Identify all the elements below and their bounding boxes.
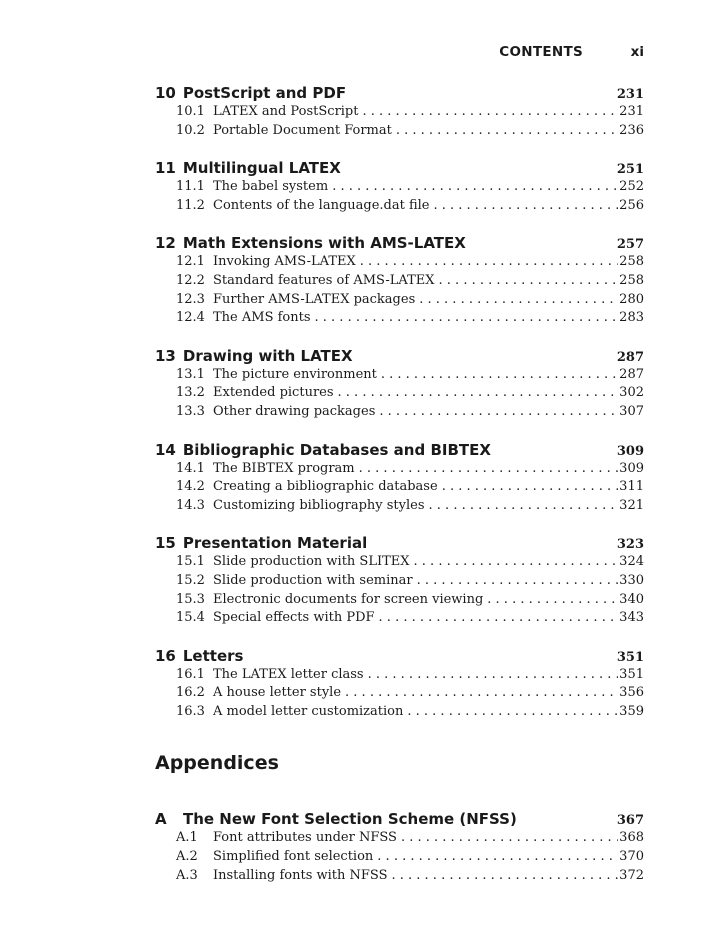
chapter-number: 14 bbox=[155, 440, 176, 459]
entry-page: 311 bbox=[619, 479, 644, 495]
entry-number: 14.1 bbox=[176, 460, 205, 476]
entry-label: Creating a bibliographic database bbox=[213, 479, 438, 495]
chapter-page: 231 bbox=[616, 87, 644, 102]
entry-number: A.2 bbox=[176, 849, 198, 865]
chapter-page: 287 bbox=[616, 349, 644, 365]
toc-entry[interactable] bbox=[176, 592, 644, 611]
chapter-title: Letters bbox=[182, 646, 244, 665]
running-head-page-number: xi bbox=[630, 44, 644, 60]
dot-leaders bbox=[439, 273, 618, 288]
dot-leaders bbox=[414, 554, 618, 569]
entry-page: 309 bbox=[619, 460, 644, 476]
entry-page: 324 bbox=[619, 554, 644, 570]
chapter-title: Drawing with LATEX bbox=[182, 346, 353, 365]
toc-entry[interactable] bbox=[176, 554, 644, 573]
entry-label: A model letter customization bbox=[213, 703, 404, 719]
entry-label: The BIBTEX program bbox=[213, 460, 355, 476]
entry-label: A house letter style bbox=[213, 685, 342, 701]
chapter-number: 10 bbox=[155, 84, 176, 102]
entry-page: 307 bbox=[619, 403, 644, 419]
toc-chapter-11[interactable] bbox=[155, 159, 644, 216]
chapter-heading[interactable] bbox=[155, 534, 644, 554]
toc-entry[interactable] bbox=[176, 610, 644, 629]
entry-number: 14.3 bbox=[176, 497, 205, 513]
dot-leaders bbox=[401, 830, 618, 845]
entry-label: Other drawing packages bbox=[213, 403, 376, 419]
entry-number: 11.2 bbox=[176, 197, 205, 213]
dot-leaders bbox=[381, 367, 618, 382]
chapter-number: 13 bbox=[155, 346, 176, 365]
chapter-number: 11 bbox=[155, 159, 176, 178]
dot-leaders bbox=[332, 179, 618, 194]
chapter-number: 16 bbox=[155, 646, 176, 665]
entry-page: 340 bbox=[619, 591, 644, 607]
running-head-title: CONTENTS bbox=[499, 44, 583, 60]
entry-number: 13.2 bbox=[176, 385, 205, 401]
chapter-page: 309 bbox=[616, 443, 644, 459]
entry-number: 10.2 bbox=[176, 122, 205, 138]
toc-entry[interactable] bbox=[176, 667, 644, 686]
dot-leaders bbox=[407, 704, 618, 719]
entry-page: 283 bbox=[619, 310, 644, 326]
entry-page: 321 bbox=[619, 497, 644, 513]
dot-leaders bbox=[391, 868, 618, 883]
dot-leaders bbox=[345, 685, 618, 700]
toc-chapter-15[interactable] bbox=[155, 534, 644, 628]
entry-page: 372 bbox=[619, 867, 644, 883]
toc-entry[interactable] bbox=[176, 292, 644, 311]
entry-label: Slide production with SLITEX bbox=[213, 554, 410, 570]
toc-entry[interactable] bbox=[176, 685, 644, 704]
entry-page: 351 bbox=[619, 666, 644, 682]
entry-page: 280 bbox=[619, 291, 644, 307]
entry-number: 16.2 bbox=[176, 685, 205, 701]
entry-page: 343 bbox=[619, 610, 644, 626]
entry-label: Font attributes under NFSS bbox=[213, 830, 397, 846]
entry-label: Extended pictures bbox=[213, 385, 334, 401]
entry-page: 368 bbox=[619, 830, 644, 846]
chapter-title: Bibliographic Databases and BIBTEX bbox=[182, 440, 491, 459]
entry-number: 15.2 bbox=[176, 572, 205, 588]
entry-number: 12.3 bbox=[176, 291, 205, 307]
entry-number: 13.3 bbox=[176, 403, 205, 419]
entry-label: LATEX and PostScript bbox=[213, 104, 359, 119]
entry-label: Further AMS-LATEX packages bbox=[213, 291, 416, 307]
dot-leaders bbox=[396, 123, 618, 138]
chapter-heading[interactable] bbox=[155, 647, 644, 667]
toc-entry[interactable] bbox=[176, 198, 644, 217]
chapter-page: 367 bbox=[616, 813, 644, 829]
entry-label: Standard features of AMS-LATEX bbox=[213, 272, 435, 288]
entry-label: Contents of the language.dat file bbox=[213, 197, 430, 213]
running-head bbox=[155, 44, 644, 64]
chapter-title: Multilingual LATEX bbox=[182, 159, 341, 178]
entry-page: 252 bbox=[619, 179, 644, 195]
toc-entry[interactable] bbox=[176, 704, 644, 723]
entry-number: A.3 bbox=[176, 867, 198, 883]
entry-label: The picture environment bbox=[213, 366, 377, 382]
entry-number: 10.1 bbox=[176, 104, 205, 119]
toc-entry[interactable] bbox=[176, 179, 644, 198]
chapter-page: 323 bbox=[616, 537, 644, 553]
entry-number: 15.4 bbox=[176, 610, 205, 626]
chapter-page: 251 bbox=[616, 162, 644, 178]
chapter-number: 15 bbox=[155, 534, 176, 553]
entry-page: 236 bbox=[619, 122, 644, 138]
toc-entry[interactable] bbox=[176, 123, 644, 142]
appendices-heading: Appendices bbox=[155, 752, 279, 775]
entry-number: 12.4 bbox=[176, 310, 205, 326]
dot-leaders bbox=[362, 104, 618, 119]
chapter-title: Presentation Material bbox=[182, 534, 368, 553]
chapter-heading[interactable] bbox=[155, 234, 644, 254]
entry-number: 15.3 bbox=[176, 591, 205, 607]
dot-leaders bbox=[429, 498, 618, 513]
toc-entry[interactable] bbox=[176, 367, 644, 386]
chapter-heading[interactable] bbox=[155, 441, 644, 461]
chapter-title: PostScript and PDF bbox=[182, 84, 347, 102]
entry-label: The LATEX letter class bbox=[213, 666, 364, 682]
entry-page: 258 bbox=[619, 254, 644, 270]
chapter-number: 12 bbox=[155, 234, 176, 253]
toc-entry[interactable] bbox=[176, 254, 644, 273]
toc-chapter-16[interactable] bbox=[155, 647, 644, 723]
dot-leaders bbox=[417, 573, 618, 588]
chapter-title: Math Extensions with AMS-LATEX bbox=[182, 234, 466, 253]
entry-page: 359 bbox=[619, 703, 644, 719]
dot-leaders bbox=[442, 479, 618, 494]
dot-leaders bbox=[379, 404, 618, 419]
entry-label: Invoking AMS-LATEX bbox=[213, 254, 356, 270]
dot-leaders bbox=[419, 292, 618, 307]
toc-chapter-14[interactable] bbox=[155, 441, 644, 517]
dot-leaders bbox=[368, 667, 618, 682]
toc-entry[interactable] bbox=[176, 849, 644, 868]
toc-entry[interactable] bbox=[176, 868, 644, 887]
toc-chapter-12[interactable] bbox=[155, 234, 644, 328]
entry-number: 11.1 bbox=[176, 179, 205, 195]
entry-page: 370 bbox=[619, 849, 644, 865]
entry-label: Electronic documents for screen viewing bbox=[213, 591, 484, 607]
chapter-heading[interactable] bbox=[155, 159, 644, 179]
table-of-contents bbox=[155, 84, 644, 904]
dot-leaders bbox=[315, 310, 618, 325]
dot-leaders bbox=[433, 198, 618, 213]
toc-chapter-10[interactable] bbox=[155, 84, 644, 141]
toc-entry[interactable] bbox=[176, 310, 644, 329]
entry-number: A.1 bbox=[176, 830, 198, 846]
entry-page: 302 bbox=[619, 385, 644, 401]
chapter-heading[interactable] bbox=[155, 84, 644, 104]
toc-entry[interactable] bbox=[176, 498, 644, 517]
chapter-page: 351 bbox=[616, 649, 644, 665]
chapter-title: The New Font Selection Scheme (NFSS) bbox=[183, 810, 517, 829]
entry-number: 16.3 bbox=[176, 703, 205, 719]
entry-page: 256 bbox=[619, 197, 644, 213]
dot-leaders bbox=[377, 849, 618, 864]
entry-label: Customizing bibliography styles bbox=[213, 497, 425, 513]
toc-entry[interactable] bbox=[176, 273, 644, 292]
entry-label: The AMS fonts bbox=[213, 310, 311, 326]
toc-entry[interactable] bbox=[176, 104, 644, 123]
chapter-page: 257 bbox=[616, 237, 644, 253]
entry-label: Slide production with seminar bbox=[213, 572, 413, 588]
toc-chapter-13[interactable] bbox=[155, 347, 644, 423]
entry-label: The babel system bbox=[213, 179, 329, 195]
toc-entry[interactable] bbox=[176, 385, 644, 404]
entry-page: 287 bbox=[619, 366, 644, 382]
toc-entry[interactable] bbox=[176, 573, 644, 592]
toc-entry[interactable] bbox=[176, 404, 644, 423]
entry-number: 14.2 bbox=[176, 479, 205, 495]
chapter-heading[interactable] bbox=[155, 347, 644, 367]
entry-page: 231 bbox=[619, 104, 644, 119]
entry-label: Portable Document Format bbox=[213, 122, 392, 138]
chapter-heading[interactable] bbox=[155, 810, 644, 830]
chapter-number: A bbox=[155, 810, 167, 829]
entry-number: 15.1 bbox=[176, 554, 205, 570]
entry-page: 330 bbox=[619, 572, 644, 588]
dot-leaders bbox=[338, 385, 618, 400]
toc-entry[interactable] bbox=[176, 830, 644, 849]
entry-number: 12.1 bbox=[176, 254, 205, 270]
toc-entry[interactable] bbox=[176, 461, 644, 480]
entry-number: 12.2 bbox=[176, 272, 205, 288]
dot-leaders bbox=[359, 461, 618, 476]
entry-label: Simplified font selection bbox=[213, 849, 374, 865]
entry-label: Installing fonts with NFSS bbox=[213, 867, 388, 883]
toc-entry[interactable] bbox=[176, 479, 644, 498]
dot-leaders bbox=[379, 610, 618, 625]
toc-appendix-a[interactable] bbox=[155, 810, 644, 886]
entry-page: 258 bbox=[619, 272, 644, 288]
entry-label: Special effects with PDF bbox=[213, 610, 375, 626]
dot-leaders bbox=[360, 254, 618, 269]
entry-page: 356 bbox=[619, 685, 644, 701]
entry-number: 16.1 bbox=[176, 666, 205, 682]
entry-number: 13.1 bbox=[176, 366, 205, 382]
dot-leaders bbox=[487, 592, 618, 607]
